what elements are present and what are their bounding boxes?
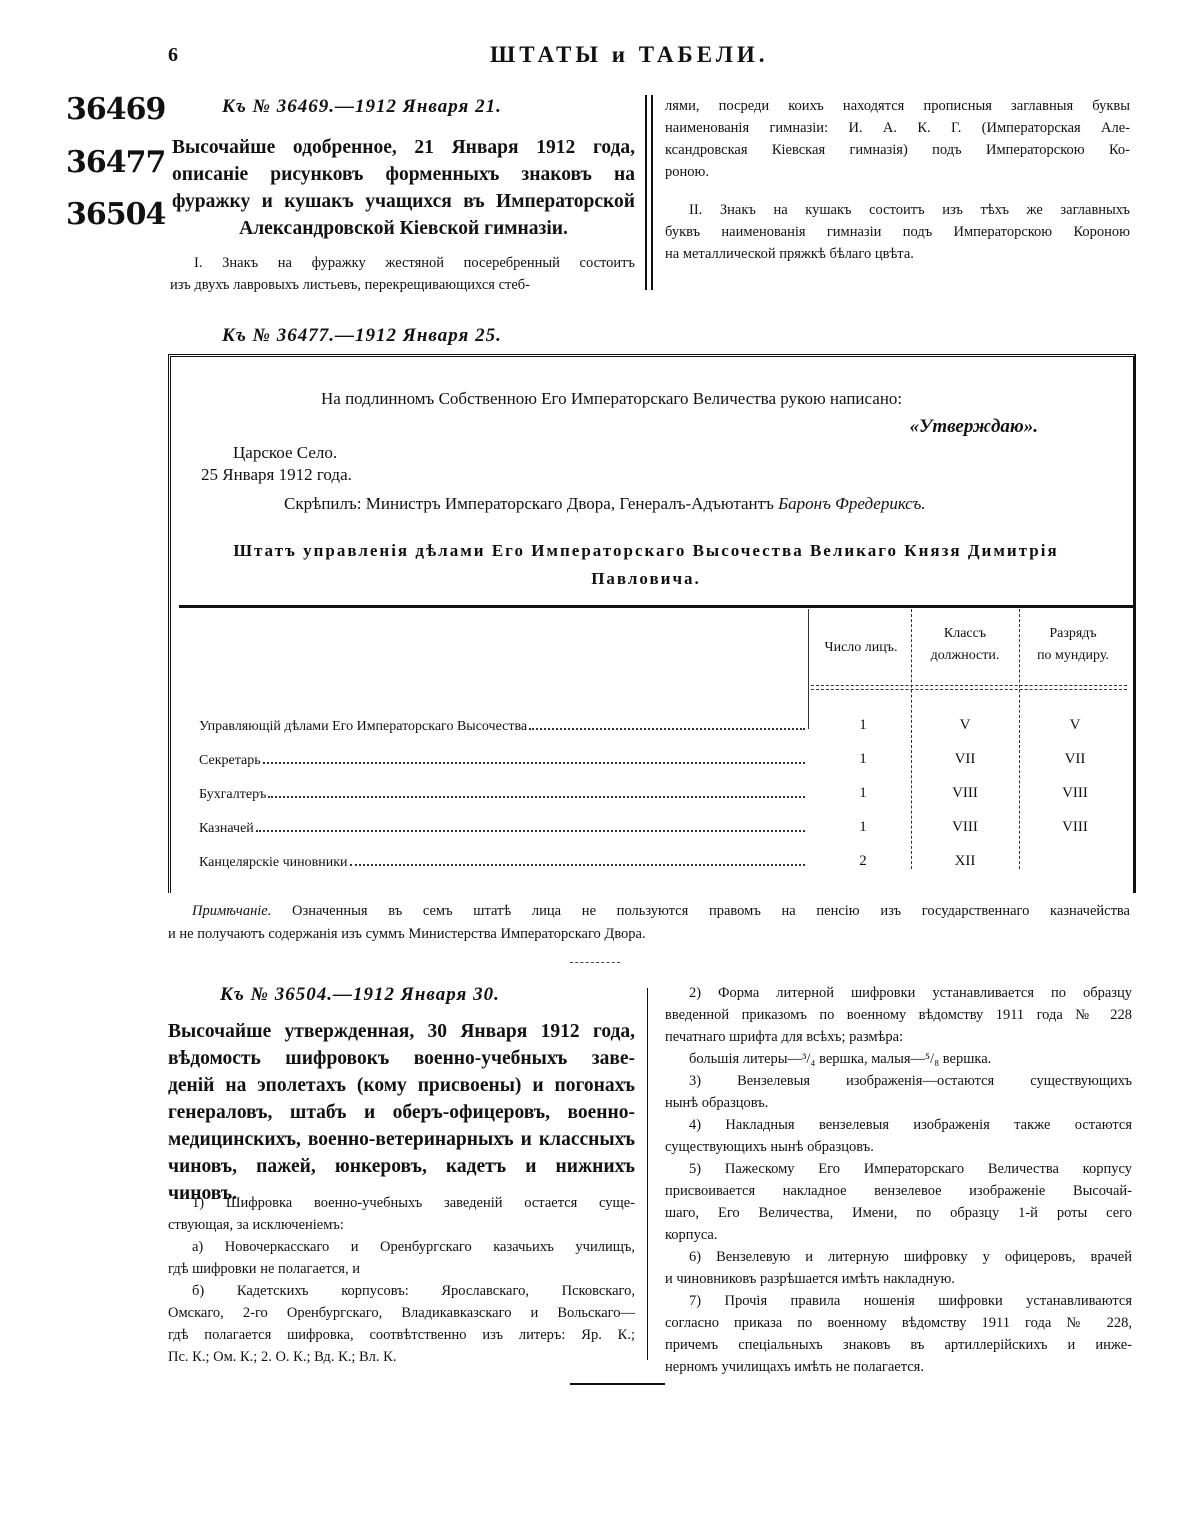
column-rule	[911, 609, 912, 869]
text-line: 1) Шифровка военно-учебныхъ заведеній остается суще-	[192, 1195, 635, 1211]
column-header-line: Классъ	[943, 626, 987, 641]
text-line: роною.	[665, 164, 709, 180]
paragraph	[665, 1114, 1132, 1158]
table-row	[199, 821, 809, 837]
left-column-text	[170, 252, 635, 296]
column-header-line: Число лицъ.	[824, 640, 898, 655]
column-rule	[1019, 609, 1020, 869]
date: 25 Января 1912 года.	[201, 465, 352, 484]
text-line: наименованія гимназіи: И. А. К. Г. (Императорская Але-	[665, 120, 1130, 136]
end-rule	[570, 1383, 665, 1385]
text-line: I. Знакъ на фуражку жестяной посеребренный состоитъ	[194, 255, 635, 271]
text-line: корпуса.	[665, 1227, 718, 1243]
paragraph	[665, 982, 1132, 1048]
title-line: деній на эполетахъ (кому присвоены) и погонахъ	[168, 1075, 635, 1096]
text-line: б) Кадетскихъ корпусовъ: Ярославскаго, Псковскаго,	[192, 1283, 635, 1299]
paragraph	[665, 1070, 1132, 1114]
class-cell: VIII	[952, 819, 978, 835]
countersign	[284, 494, 926, 514]
page-number: 6	[168, 44, 178, 66]
text-line: печатнаго шрифта для всѣхъ; размѣра:	[665, 1029, 904, 1045]
text-line: введенной приказомъ по военному вѣдомству 1911 года № 228	[665, 1007, 1132, 1023]
note-line: Означенныя въ семъ штатѣ лица не пользуются правомъ на пенсію изъ государственнаго казначейства	[292, 903, 1130, 919]
text-line: Пс. К.; Ом. К.; 2. О. К.; Вд. К.; Вл. К.	[168, 1349, 397, 1365]
count-cell: 1	[859, 717, 867, 733]
text-line: 5) Пажескому Его Императорскаго Величества корпусу	[689, 1161, 1132, 1177]
text-line: ствующая, за исключеніемъ:	[168, 1217, 344, 1233]
title-line: генераловъ, штабъ и оберъ-офицеровъ, военно-	[168, 1102, 635, 1123]
text-line: гдѣ полагается шифровка, соотвѣтственно изъ литеръ: Яр. К.;	[168, 1327, 635, 1343]
text-line: изъ двухъ лавровыхъ листьевъ, перекрещивающихся стеб-	[170, 277, 531, 293]
staff-title: Павловича.	[591, 569, 701, 588]
text-line: лями, посреди коихъ находятся прописныя заглавныя буквы	[665, 98, 1130, 114]
dot-leader	[529, 719, 805, 730]
class-cell: V	[959, 717, 971, 733]
text-line: 4) Накладныя вензелевыя изображенія также остаются	[689, 1117, 1132, 1133]
section-caption: Къ № 36469.—1912 Января 21.	[222, 96, 502, 117]
paragraph	[665, 1158, 1132, 1246]
dot-leader	[350, 855, 805, 866]
margin-number: 36504	[66, 197, 166, 232]
text-line: присвоивается накладное вензелевое изображеніе Высочай-	[665, 1183, 1132, 1199]
title-line: чиновъ, пажей, юнкеровъ, кадетъ и нижнихъ чиновъ.	[168, 1156, 635, 1204]
count-cell: 1	[859, 751, 867, 767]
dot-leader	[263, 753, 805, 764]
title-line: вѣдомость шифровокъ военно-учебныхъ заве-	[168, 1048, 635, 1069]
paragraph	[665, 95, 1130, 183]
header-rule	[811, 689, 1127, 690]
note-line: и не получаютъ содержанія изъ суммъ Министерства Императорскаго Двора.	[168, 926, 646, 942]
paragraph	[665, 1048, 1132, 1070]
position-name: Казначей	[199, 821, 254, 836]
column-rule	[647, 988, 648, 1360]
text-line: Омскаго, 2-го Оренбургскаго, Владикавказскаго и Вольскаго—	[168, 1305, 635, 1321]
place: Царское Село.	[233, 443, 338, 462]
right-column-text	[665, 982, 1132, 1378]
title-line: медицинскихъ, военно-ветеринарныхъ и классныхъ	[168, 1129, 635, 1150]
text-line: 3) Вензелевыя изображенія—остаются существующихъ	[689, 1073, 1132, 1089]
count-cell: 2	[859, 853, 867, 869]
paragraph	[665, 1290, 1132, 1378]
text-line: шаго, Его Величества, Имени, по образцу 1-й роты сего	[665, 1205, 1132, 1221]
count-cell: 1	[859, 819, 867, 835]
section-caption: Къ № 36504.—1912 Января 30.	[220, 984, 500, 1005]
section-title	[172, 134, 635, 242]
text-line: причемъ спеціальныхъ знаковъ въ артиллерійскихъ и инже-	[665, 1337, 1132, 1353]
paragraph	[168, 1236, 635, 1280]
position-name: Бухгалтеръ	[199, 787, 267, 802]
position-name: Управляющій дѣлами Его Императорскаго Высочества	[199, 719, 528, 734]
paragraph	[170, 252, 635, 296]
title-line: Высочайше одобренное, 21 Января 1912 года,	[172, 137, 635, 158]
text-line: ксандровская Кіевская гимназія) подъ Императорскою Ко-	[665, 142, 1130, 158]
right-column-text	[665, 95, 1130, 265]
column-header	[913, 623, 1017, 667]
class-cell: XII	[954, 853, 976, 869]
dot-leader	[268, 787, 805, 798]
footnote	[168, 900, 1130, 946]
margin-number: 36469	[66, 92, 166, 127]
text-line: II. Знакъ на кушакъ состоитъ изъ тѣхъ же заглавныхъ	[689, 202, 1130, 218]
table-row	[199, 787, 809, 803]
text-line: 7) Прочія правила ношенія шифровки устанавливаются	[689, 1293, 1132, 1309]
inscription: На подлинномъ Собственною Его Императорскаго Величества рукою написано:	[321, 389, 903, 408]
column-header	[1021, 623, 1125, 667]
column-header-line: по мундиру.	[1037, 648, 1109, 663]
title-line: Высочайше утвержденная, 30 Января 1912 года,	[168, 1021, 635, 1042]
left-column-text	[168, 1192, 635, 1368]
approval: «Утверждаю».	[909, 416, 1038, 437]
text-line: существующихъ нынѣ образцовъ.	[665, 1139, 874, 1155]
text-line: на металлической пряжкѣ бѣлаго цвѣта.	[665, 246, 914, 262]
text-line: нынѣ образцовъ.	[665, 1095, 769, 1111]
paragraph	[665, 1246, 1132, 1290]
paragraph	[168, 1192, 635, 1236]
rank-cell: VII	[1064, 751, 1086, 767]
rank-cell: V	[1069, 717, 1081, 733]
class-cell: VII	[954, 751, 976, 767]
paragraph	[168, 1280, 635, 1368]
text-line: буквъ наименованія гимназіи подъ Императорскою Короною	[665, 224, 1130, 240]
text-line: 6) Вензелевую и литерную шифровку у офицеровъ, врачей	[689, 1249, 1132, 1265]
running-title: ШТАТЫ и ТАБЕЛИ.	[490, 42, 769, 67]
table-row	[199, 855, 809, 871]
text-line: гдѣ шифровки не полагается, и	[168, 1261, 360, 1277]
column-rule	[651, 95, 653, 290]
table-row	[199, 719, 809, 735]
staff-title: Штатъ управленія дѣлами Его Императорскаго Высочества Великаго Князя Димитрія	[233, 541, 1059, 560]
section-caption: Къ № 36477.—1912 Января 25.	[222, 325, 502, 346]
dot-leader	[256, 821, 805, 832]
count-cell: 1	[859, 785, 867, 801]
text-line: 2) Форма литерной шифровки устанавливается по образцу	[689, 985, 1132, 1001]
position-name: Секретарь	[199, 753, 261, 768]
column-rule	[645, 95, 647, 290]
text-line: большія литеры—³/₄ вершка, малыя—⁵/₈ вершка.	[689, 1051, 992, 1067]
decree-box	[168, 354, 1136, 893]
table-top-rule	[179, 605, 1133, 608]
rank-cell: VIII	[1062, 785, 1088, 801]
countersign-name: Баронъ Фредериксъ.	[778, 494, 926, 513]
section-title	[168, 1018, 635, 1207]
note-label: Примѣчаніе.	[192, 903, 272, 919]
title-line: Александровской Кіевской гимназіи.	[239, 218, 568, 239]
column-header	[811, 637, 911, 659]
divider	[570, 962, 620, 963]
column-rule	[808, 609, 809, 729]
column-header-line: должности.	[930, 648, 1000, 663]
title-line: фуражку и кушакъ учащихся въ Императорской	[172, 191, 635, 212]
header-rule	[811, 685, 1127, 686]
text-line: и чиновниковъ разрѣшается имѣть накладную.	[665, 1271, 955, 1287]
title-line: описаніе рисунковъ форменныхъ знаковъ на	[172, 164, 635, 185]
column-header-line: Разрядъ	[1049, 626, 1097, 641]
position-name: Канцелярскіе чиновники	[199, 855, 348, 870]
table-row	[199, 753, 809, 769]
rank-cell: VIII	[1062, 819, 1088, 835]
text-line: согласно приказа по военному вѣдомству 1911 года № 228,	[665, 1315, 1132, 1331]
margin-number: 36477	[66, 145, 166, 180]
paragraph	[665, 199, 1130, 265]
text-line: нерномъ училищахъ имѣть не полагается.	[665, 1359, 924, 1375]
countersign-text: Скрѣпилъ: Министръ Императорскаго Двора, Генералъ-Адъютантъ	[284, 494, 774, 513]
text-line: а) Новочеркасскаго и Оренбургскаго казачьихъ училищъ,	[192, 1239, 635, 1255]
class-cell: VIII	[952, 785, 978, 801]
